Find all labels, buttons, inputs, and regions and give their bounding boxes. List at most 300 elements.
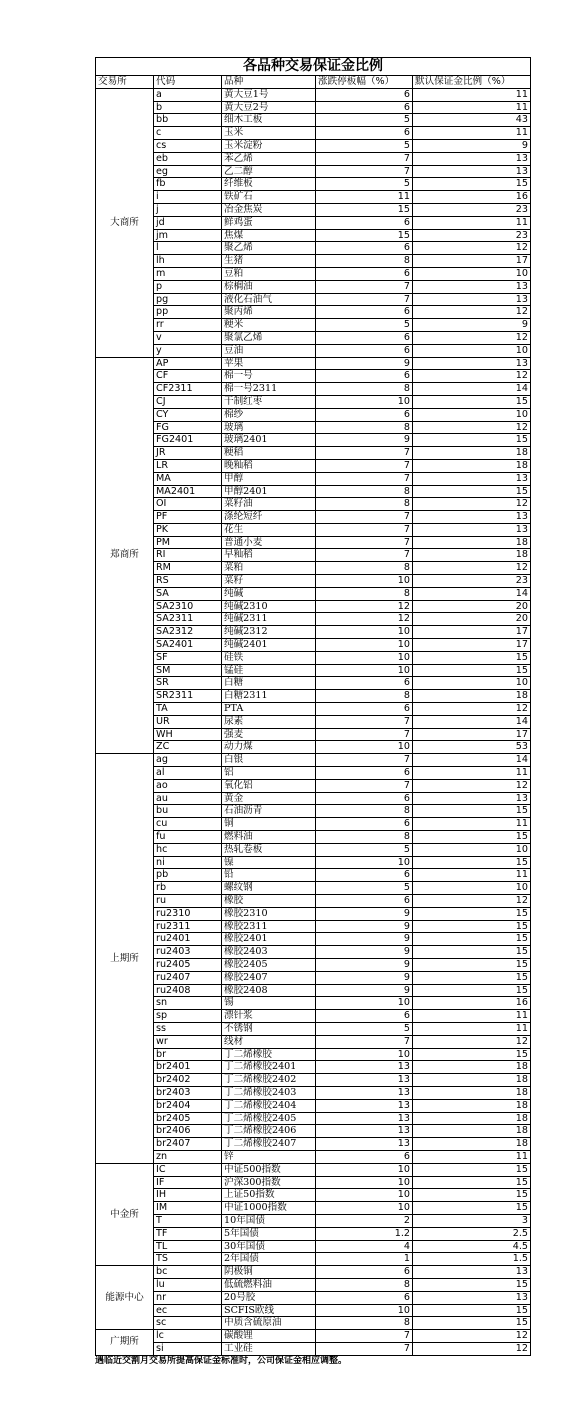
margin-cell: 15 bbox=[413, 831, 531, 844]
margin-cell: 23 bbox=[413, 203, 531, 216]
table-row bbox=[96, 267, 531, 280]
header-margin: 默认保证金比例（%） bbox=[413, 76, 531, 89]
limit-cell: 10 bbox=[316, 664, 413, 677]
limit-cell: 7 bbox=[316, 523, 413, 536]
margin-cell: 10 bbox=[413, 408, 531, 421]
product-cell: 碳酸锂 bbox=[222, 1330, 316, 1343]
table-row bbox=[96, 690, 531, 703]
code-cell: FG bbox=[154, 421, 222, 434]
limit-cell: 6 bbox=[316, 767, 413, 780]
margin-cell: 13 bbox=[413, 523, 531, 536]
code-cell: sc bbox=[154, 1317, 222, 1330]
code-cell: ec bbox=[154, 1304, 222, 1317]
code-cell: UR bbox=[154, 715, 222, 728]
exchange-cell: 上期所 bbox=[96, 754, 154, 1164]
table-row bbox=[96, 536, 531, 549]
code-cell: l bbox=[154, 242, 222, 255]
margin-cell: 9 bbox=[413, 139, 531, 152]
table-row bbox=[96, 139, 531, 152]
code-cell: p bbox=[154, 280, 222, 293]
table-row bbox=[96, 562, 531, 575]
product-cell: 丁二烯橡胶2407 bbox=[222, 1138, 316, 1151]
limit-cell: 9 bbox=[316, 907, 413, 920]
header-limit: 涨跌停板幅（%） bbox=[316, 76, 413, 89]
product-cell: 菜籽 bbox=[222, 575, 316, 588]
code-cell: CF2311 bbox=[154, 383, 222, 396]
limit-cell: 6 bbox=[316, 88, 413, 101]
code-cell: RM bbox=[154, 562, 222, 575]
product-cell: 橡胶2407 bbox=[222, 971, 316, 984]
code-cell: y bbox=[154, 344, 222, 357]
margin-cell: 12 bbox=[413, 895, 531, 908]
table-row bbox=[96, 1240, 531, 1253]
product-cell: 强麦 bbox=[222, 728, 316, 741]
margin-cell: 18 bbox=[413, 549, 531, 562]
limit-cell: 6 bbox=[316, 331, 413, 344]
limit-cell: 8 bbox=[316, 587, 413, 600]
margin-cell: 2.5 bbox=[413, 1227, 531, 1240]
limit-cell: 6 bbox=[316, 1291, 413, 1304]
table-row bbox=[96, 1266, 531, 1279]
margin-cell: 15 bbox=[413, 651, 531, 664]
code-cell: ru2311 bbox=[154, 920, 222, 933]
limit-cell: 10 bbox=[316, 639, 413, 652]
table-row bbox=[96, 1125, 531, 1138]
table-title: 各品种交易保证金比例 bbox=[96, 58, 531, 76]
limit-cell: 7 bbox=[316, 728, 413, 741]
margin-cell: 13 bbox=[413, 511, 531, 524]
table-row bbox=[96, 869, 531, 882]
margin-cell: 12 bbox=[413, 370, 531, 383]
margin-cell: 18 bbox=[413, 536, 531, 549]
exchange-cell: 郑商所 bbox=[96, 357, 154, 754]
limit-cell: 13 bbox=[316, 1061, 413, 1074]
limit-cell: 7 bbox=[316, 511, 413, 524]
limit-cell: 7 bbox=[316, 1342, 413, 1355]
code-cell: ru2401 bbox=[154, 933, 222, 946]
margin-cell: 53 bbox=[413, 741, 531, 754]
limit-cell: 6 bbox=[316, 127, 413, 140]
code-cell: ao bbox=[154, 779, 222, 792]
limit-cell: 8 bbox=[316, 690, 413, 703]
margin-cell: 18 bbox=[413, 690, 531, 703]
code-cell: MA bbox=[154, 472, 222, 485]
product-cell: 聚丙烯 bbox=[222, 306, 316, 319]
product-cell: 黄大豆2号 bbox=[222, 101, 316, 114]
limit-cell: 7 bbox=[316, 779, 413, 792]
table-row bbox=[96, 306, 531, 319]
table-row bbox=[96, 1163, 531, 1176]
code-cell: a bbox=[154, 88, 222, 101]
table-row bbox=[96, 805, 531, 818]
limit-cell: 8 bbox=[316, 1278, 413, 1291]
limit-cell: 10 bbox=[316, 1202, 413, 1215]
code-cell: rr bbox=[154, 319, 222, 332]
limit-cell: 5 bbox=[316, 843, 413, 856]
code-cell: ru2407 bbox=[154, 971, 222, 984]
limit-cell: 6 bbox=[316, 1150, 413, 1163]
header-row bbox=[96, 76, 531, 89]
product-cell: 丁二烯橡胶2405 bbox=[222, 1112, 316, 1125]
table-row bbox=[96, 344, 531, 357]
exchange-cell: 中金所 bbox=[96, 1163, 154, 1265]
margin-cell: 15 bbox=[413, 434, 531, 447]
margin-cell: 9 bbox=[413, 319, 531, 332]
limit-cell: 2 bbox=[316, 1214, 413, 1227]
product-cell: 菜粕 bbox=[222, 562, 316, 575]
code-cell: ss bbox=[154, 1022, 222, 1035]
code-cell: ru2310 bbox=[154, 907, 222, 920]
margin-cell: 18 bbox=[413, 1125, 531, 1138]
code-cell: IC bbox=[154, 1163, 222, 1176]
margin-cell: 3 bbox=[413, 1214, 531, 1227]
margin-cell: 11 bbox=[413, 1022, 531, 1035]
code-cell: ZC bbox=[154, 741, 222, 754]
code-cell: v bbox=[154, 331, 222, 344]
code-cell: nr bbox=[154, 1291, 222, 1304]
code-cell: SF bbox=[154, 651, 222, 664]
table-row bbox=[96, 1022, 531, 1035]
code-cell: SM bbox=[154, 664, 222, 677]
margin-cell: 12 bbox=[413, 306, 531, 319]
table-row bbox=[96, 229, 531, 242]
table-row bbox=[96, 498, 531, 511]
margin-cell: 17 bbox=[413, 626, 531, 639]
margin-cell: 11 bbox=[413, 216, 531, 229]
margin-cell: 10 bbox=[413, 677, 531, 690]
table-row bbox=[96, 395, 531, 408]
table-row bbox=[96, 728, 531, 741]
table-row bbox=[96, 933, 531, 946]
table-row bbox=[96, 1150, 531, 1163]
margin-cell: 14 bbox=[413, 715, 531, 728]
product-cell: 铜 bbox=[222, 818, 316, 831]
table-row bbox=[96, 587, 531, 600]
margin-cell: 14 bbox=[413, 383, 531, 396]
code-cell: PF bbox=[154, 511, 222, 524]
table-row bbox=[96, 677, 531, 690]
table-row bbox=[96, 165, 531, 178]
product-cell: 中证1000指数 bbox=[222, 1202, 316, 1215]
margin-cell: 11 bbox=[413, 767, 531, 780]
limit-cell: 8 bbox=[316, 1317, 413, 1330]
margin-cell: 15 bbox=[413, 946, 531, 959]
product-cell: 阴极铜 bbox=[222, 1266, 316, 1279]
product-cell: 黄金 bbox=[222, 792, 316, 805]
table-row bbox=[96, 1214, 531, 1227]
code-cell: PK bbox=[154, 523, 222, 536]
margin-cell: 15 bbox=[413, 664, 531, 677]
code-cell: br2405 bbox=[154, 1112, 222, 1125]
limit-cell: 15 bbox=[316, 229, 413, 242]
code-cell: ni bbox=[154, 856, 222, 869]
table-row bbox=[96, 357, 531, 370]
table-row bbox=[96, 1099, 531, 1112]
limit-cell: 9 bbox=[316, 946, 413, 959]
limit-cell: 10 bbox=[316, 1176, 413, 1189]
product-cell: 2年国债 bbox=[222, 1253, 316, 1266]
product-cell: 热轧卷板 bbox=[222, 843, 316, 856]
code-cell: jm bbox=[154, 229, 222, 242]
margin-cell: 18 bbox=[413, 459, 531, 472]
limit-cell: 6 bbox=[316, 1010, 413, 1023]
table-row bbox=[96, 626, 531, 639]
margin-cell: 17 bbox=[413, 639, 531, 652]
footnote: 遇临近交割月交易所提高保证金标准时，公司保证金相应调整。 bbox=[95, 1356, 348, 1366]
code-cell: ru bbox=[154, 895, 222, 908]
margin-cell: 12 bbox=[413, 331, 531, 344]
margin-cell: 23 bbox=[413, 229, 531, 242]
limit-cell: 7 bbox=[316, 715, 413, 728]
table-row bbox=[96, 434, 531, 447]
product-cell: 纯碱 bbox=[222, 587, 316, 600]
code-cell: eg bbox=[154, 165, 222, 178]
code-cell: RI bbox=[154, 549, 222, 562]
product-cell: 纯碱2312 bbox=[222, 626, 316, 639]
product-cell: 工业硅 bbox=[222, 1342, 316, 1355]
margin-cell: 43 bbox=[413, 114, 531, 127]
margin-cell: 12 bbox=[413, 1342, 531, 1355]
product-cell: 白糖 bbox=[222, 677, 316, 690]
limit-cell: 13 bbox=[316, 1138, 413, 1151]
code-cell: br2407 bbox=[154, 1138, 222, 1151]
table-row bbox=[96, 331, 531, 344]
margin-cell: 11 bbox=[413, 818, 531, 831]
product-cell: 橡胶2310 bbox=[222, 907, 316, 920]
product-cell: 聚乙烯 bbox=[222, 242, 316, 255]
table-row bbox=[96, 843, 531, 856]
limit-cell: 13 bbox=[316, 1099, 413, 1112]
code-cell: fb bbox=[154, 178, 222, 191]
table-row bbox=[96, 818, 531, 831]
margin-cell: 12 bbox=[413, 703, 531, 716]
code-cell: IM bbox=[154, 1202, 222, 1215]
margin-cell: 15 bbox=[413, 1278, 531, 1291]
margin-cell: 23 bbox=[413, 575, 531, 588]
table-row bbox=[96, 447, 531, 460]
exchange-cell: 大商所 bbox=[96, 88, 154, 357]
table-row bbox=[96, 293, 531, 306]
product-cell: 石油沥青 bbox=[222, 805, 316, 818]
product-cell: 硅铁 bbox=[222, 651, 316, 664]
table-row bbox=[96, 1061, 531, 1074]
product-cell: 丁二烯橡胶2402 bbox=[222, 1074, 316, 1087]
product-cell: 玻璃2401 bbox=[222, 434, 316, 447]
limit-cell: 13 bbox=[316, 1125, 413, 1138]
table-row bbox=[96, 203, 531, 216]
limit-cell: 12 bbox=[316, 600, 413, 613]
table-row bbox=[96, 856, 531, 869]
margin-cell: 15 bbox=[413, 395, 531, 408]
product-cell: 低硫燃料油 bbox=[222, 1278, 316, 1291]
code-cell: au bbox=[154, 792, 222, 805]
limit-cell: 5 bbox=[316, 882, 413, 895]
product-cell: 玉米 bbox=[222, 127, 316, 140]
product-cell: 黄大豆1号 bbox=[222, 88, 316, 101]
margin-cell: 18 bbox=[413, 1112, 531, 1125]
limit-cell: 15 bbox=[316, 203, 413, 216]
product-cell: 纯碱2310 bbox=[222, 600, 316, 613]
code-cell: IH bbox=[154, 1189, 222, 1202]
margin-cell: 13 bbox=[413, 152, 531, 165]
product-cell: 焦煤 bbox=[222, 229, 316, 242]
table-row bbox=[96, 971, 531, 984]
margin-cell: 15 bbox=[413, 1176, 531, 1189]
limit-cell: 9 bbox=[316, 984, 413, 997]
product-cell: 橡胶 bbox=[222, 895, 316, 908]
table-row bbox=[96, 946, 531, 959]
table-row bbox=[96, 370, 531, 383]
product-cell: 纯碱2401 bbox=[222, 639, 316, 652]
limit-cell: 5 bbox=[316, 114, 413, 127]
code-cell: cu bbox=[154, 818, 222, 831]
limit-cell: 8 bbox=[316, 498, 413, 511]
limit-cell: 8 bbox=[316, 485, 413, 498]
table-row bbox=[96, 651, 531, 664]
table-row bbox=[96, 178, 531, 191]
margin-cell: 20 bbox=[413, 613, 531, 626]
margin-cell: 12 bbox=[413, 498, 531, 511]
limit-cell: 6 bbox=[316, 792, 413, 805]
product-cell: SCFIS欧线 bbox=[222, 1304, 316, 1317]
table-row bbox=[96, 575, 531, 588]
margin-cell: 13 bbox=[413, 472, 531, 485]
code-cell: IF bbox=[154, 1176, 222, 1189]
code-cell: ru2403 bbox=[154, 946, 222, 959]
product-cell: 菜籽油 bbox=[222, 498, 316, 511]
product-cell: 沪深300指数 bbox=[222, 1176, 316, 1189]
code-cell: SR bbox=[154, 677, 222, 690]
margin-cell: 15 bbox=[413, 920, 531, 933]
limit-cell: 5 bbox=[316, 178, 413, 191]
table-row bbox=[96, 882, 531, 895]
code-cell: lu bbox=[154, 1278, 222, 1291]
margin-cell: 15 bbox=[413, 958, 531, 971]
table-row bbox=[96, 1086, 531, 1099]
product-cell: 乙二醇 bbox=[222, 165, 316, 178]
margin-cell: 12 bbox=[413, 242, 531, 255]
table-row bbox=[96, 1112, 531, 1125]
margin-cell: 15 bbox=[413, 1163, 531, 1176]
product-cell: 橡胶2311 bbox=[222, 920, 316, 933]
margin-cell: 10 bbox=[413, 882, 531, 895]
margin-cell: 10 bbox=[413, 267, 531, 280]
limit-cell: 7 bbox=[316, 459, 413, 472]
product-cell: 普通小麦 bbox=[222, 536, 316, 549]
limit-cell: 8 bbox=[316, 805, 413, 818]
margin-cell: 15 bbox=[413, 856, 531, 869]
limit-cell: 6 bbox=[316, 370, 413, 383]
product-cell: 螺纹钢 bbox=[222, 882, 316, 895]
code-cell: c bbox=[154, 127, 222, 140]
code-cell: m bbox=[154, 267, 222, 280]
margin-cell: 11 bbox=[413, 88, 531, 101]
limit-cell: 8 bbox=[316, 562, 413, 575]
product-cell: 漂针浆 bbox=[222, 1010, 316, 1023]
product-cell: 液化石油气 bbox=[222, 293, 316, 306]
table-row bbox=[96, 958, 531, 971]
margin-cell: 13 bbox=[413, 165, 531, 178]
code-cell: cs bbox=[154, 139, 222, 152]
code-cell: CF bbox=[154, 370, 222, 383]
header-product: 品种 bbox=[222, 76, 316, 89]
table-row bbox=[96, 907, 531, 920]
limit-cell: 10 bbox=[316, 741, 413, 754]
limit-cell: 7 bbox=[316, 447, 413, 460]
table-row bbox=[96, 779, 531, 792]
margin-cell: 15 bbox=[413, 1317, 531, 1330]
product-cell: 早籼稻 bbox=[222, 549, 316, 562]
product-cell: 苹果 bbox=[222, 357, 316, 370]
product-cell: 5年国债 bbox=[222, 1227, 316, 1240]
table-row bbox=[96, 88, 531, 101]
limit-cell: 1.2 bbox=[316, 1227, 413, 1240]
limit-cell: 8 bbox=[316, 383, 413, 396]
margin-cell: 18 bbox=[413, 1099, 531, 1112]
product-cell: 鲜鸡蛋 bbox=[222, 216, 316, 229]
margin-cell: 15 bbox=[413, 178, 531, 191]
table-row bbox=[96, 101, 531, 114]
limit-cell: 12 bbox=[316, 613, 413, 626]
limit-cell: 6 bbox=[316, 267, 413, 280]
product-cell: 聚氯乙烯 bbox=[222, 331, 316, 344]
code-cell: FG2401 bbox=[154, 434, 222, 447]
code-cell: fu bbox=[154, 831, 222, 844]
code-cell: lh bbox=[154, 255, 222, 268]
code-cell: br2403 bbox=[154, 1086, 222, 1099]
code-cell: SA2312 bbox=[154, 626, 222, 639]
code-cell: TF bbox=[154, 1227, 222, 1240]
code-cell: lc bbox=[154, 1330, 222, 1343]
product-cell: 棉一号 bbox=[222, 370, 316, 383]
margin-cell: 11 bbox=[413, 101, 531, 114]
limit-cell: 6 bbox=[316, 101, 413, 114]
code-cell: TA bbox=[154, 703, 222, 716]
margin-cell: 11 bbox=[413, 869, 531, 882]
code-cell: j bbox=[154, 203, 222, 216]
code-cell: SR2311 bbox=[154, 690, 222, 703]
code-cell: AP bbox=[154, 357, 222, 370]
product-cell: 晚籼稻 bbox=[222, 459, 316, 472]
code-cell: pb bbox=[154, 869, 222, 882]
limit-cell: 9 bbox=[316, 920, 413, 933]
limit-cell: 13 bbox=[316, 1112, 413, 1125]
code-cell: pg bbox=[154, 293, 222, 306]
table-row bbox=[96, 767, 531, 780]
product-cell: 上证50指数 bbox=[222, 1189, 316, 1202]
code-cell: bb bbox=[154, 114, 222, 127]
code-cell: JR bbox=[154, 447, 222, 460]
limit-cell: 10 bbox=[316, 651, 413, 664]
limit-cell: 7 bbox=[316, 549, 413, 562]
table-row bbox=[96, 319, 531, 332]
limit-cell: 8 bbox=[316, 255, 413, 268]
code-cell: wr bbox=[154, 1035, 222, 1048]
code-cell: ru2408 bbox=[154, 984, 222, 997]
margin-cell: 12 bbox=[413, 779, 531, 792]
limit-cell: 10 bbox=[316, 575, 413, 588]
table-row bbox=[96, 1317, 531, 1330]
table-row bbox=[96, 895, 531, 908]
code-cell: i bbox=[154, 191, 222, 204]
table-row bbox=[96, 984, 531, 997]
table-row bbox=[96, 1010, 531, 1023]
product-cell: 铝 bbox=[222, 767, 316, 780]
margin-cell: 1.5 bbox=[413, 1253, 531, 1266]
table-row bbox=[96, 216, 531, 229]
margin-cell: 18 bbox=[413, 1061, 531, 1074]
product-cell: 氧化铝 bbox=[222, 779, 316, 792]
